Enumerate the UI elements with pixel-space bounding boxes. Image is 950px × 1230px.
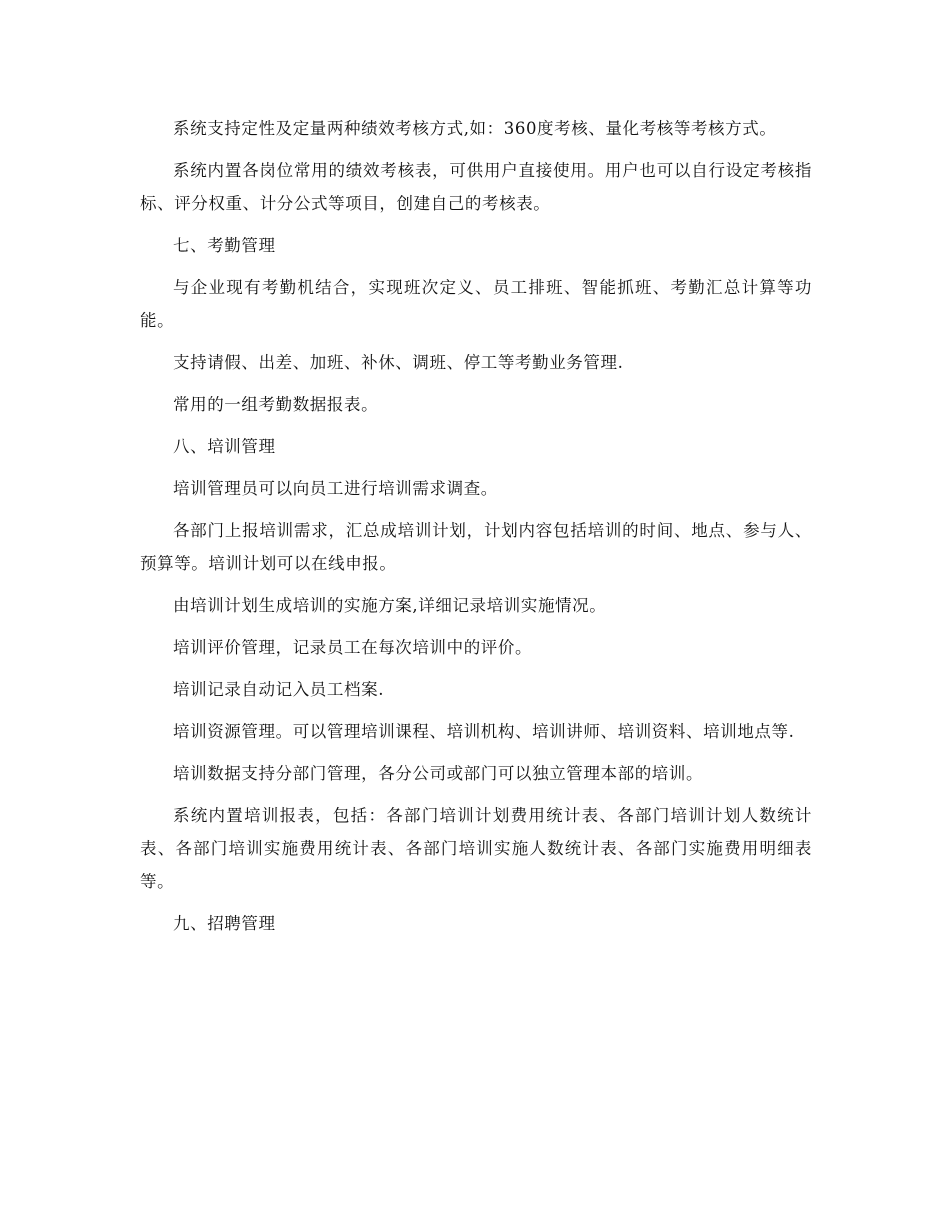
section-heading-attendance: 七、考勤管理 (173, 236, 276, 255)
paragraph-appraisal-methods: 系统支持定性及定量两种绩效考核方式,如：360度考核、量化考核等考核方式。 (173, 119, 777, 138)
paragraph-training-survey: 培训管理员可以向员工进行培训需求调查。 (173, 479, 498, 498)
section-heading-training: 八、培训管理 (173, 437, 276, 456)
paragraph-training-plan: 各部门上报培训需求，汇总成培训计划，计划内容包括培训的时间、地点、参与人、预算等。培训计划可以在线申报。 (140, 521, 812, 573)
paragraph-training-evaluation: 培训评价管理，记录员工在每次培训中的评价。 (173, 638, 533, 657)
section-heading-recruitment: 九、招聘管理 (173, 914, 276, 933)
document-body (140, 112, 812, 940)
paragraph-training-departments: 培训数据支持分部门管理，各分公司或部门可以独立管理本部的培训。 (173, 764, 704, 783)
paragraph-training-records: 培训记录自动记入员工档案. (173, 680, 385, 699)
paragraph-appraisal-forms: 系统内置各岗位常用的绩效考核表，可供用户直接使用。用户也可以自行设定考核指标、评分权重、计分公式等项目，创建自己的考核表。 (140, 161, 812, 213)
paragraph-attendance-business: 支持请假、出差、加班、补休、调班、停工等考勤业务管理. (173, 353, 624, 372)
paragraph-training-implementation: 由培训计划生成培训的实施方案,详细记录培训实施情况。 (173, 596, 607, 615)
paragraph-attendance-reports: 常用的一组考勤数据报表。 (173, 395, 379, 414)
paragraph-training-resources: 培训资源管理。可以管理培训课程、培训机构、培训讲师、培训资料、培训地点等. (173, 722, 795, 741)
paragraph-training-reports: 系统内置培训报表，包括：各部门培训计划费用统计表、各部门培训计划人数统计表、各部门培训实施费用统计表、各部门培训实施人数统计表、各部门实施费用明细表等。 (140, 806, 812, 891)
paragraph-attendance-machine: 与企业现有考勤机结合，实现班次定义、员工排班、智能抓班、考勤汇总计算等功能。 (140, 278, 812, 330)
